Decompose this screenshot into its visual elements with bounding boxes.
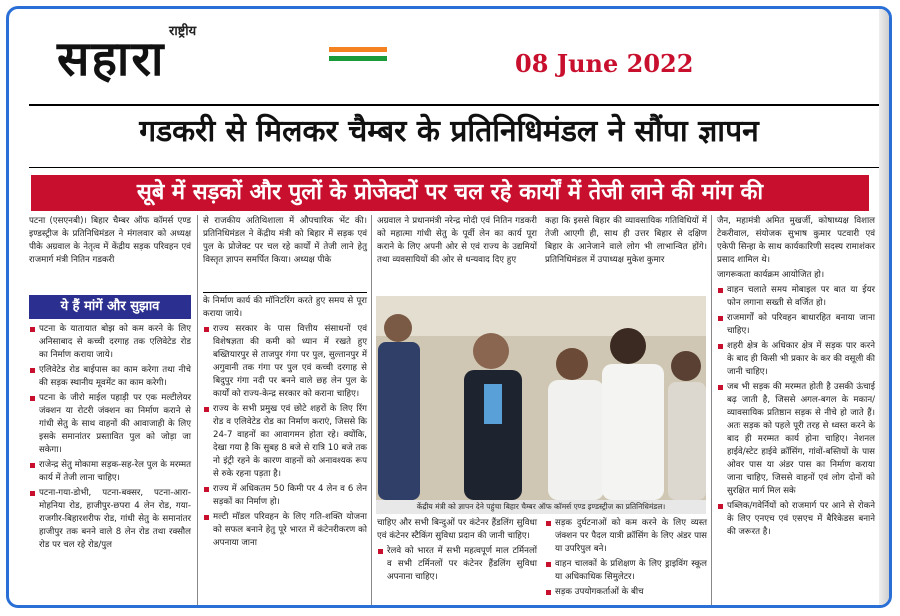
column-4 bbox=[545, 215, 707, 269]
scroll-shadow bbox=[879, 9, 889, 605]
masthead-logo-text: सहारा bbox=[57, 31, 166, 87]
list-item: राज्य सरकार के पास वित्तीय संसाधनों एवं विशेषज्ञता की कमी को ध्यान में रखते हुए बख्तियारपुर से ताजपुर गंगा पर पुल, सुल्तानपुर में अगुवानी तक गंगा पर पुल एवं कच्ची दरगाह से बिदुपुर गंगा नदी पर बनने वाले छह लेन पुल के कार्यों को राज्य-केन्द्र सरकार को कराना चाहिए। bbox=[203, 323, 367, 401]
list-item: एलिवेटेड रोड बाईपास का काम करेगा तथा नीचे की सड़क स्थानीय मूवमेंट का काम करेगी। bbox=[29, 364, 191, 390]
list-item: पब्लिक/गवेर्नियों को राजमार्ग पर आने से रोकने के लिए एनएच एवं एसएच में बैरिकेडस बनाने की जरूरत है। bbox=[717, 500, 875, 539]
news-photo bbox=[376, 296, 706, 500]
masthead-divider bbox=[29, 104, 879, 106]
column-divider bbox=[197, 215, 198, 608]
list-item: रेलवे को भारत में सभी महत्वपूर्ण माल टर्मिनलों व सभी टर्मिनलों पर कंटेनर हैंडलिंग सुविधा अपनाना चाहिए। bbox=[377, 545, 537, 584]
list-item: वाहन चलाते समय मोबाइल पर बात या ईयर फोन लगाना सख्ती से वर्जित हो। bbox=[717, 284, 875, 310]
under-photo-left-text: चाहिए और सभी बिन्दुओं पर कंटेनर हैंडलिंग सुविधा एवं कंटेनर स्टैकिंग सुविधा प्रदान की जानी चाहिए। bbox=[377, 518, 537, 541]
column-2-intro-text: से राजकीय अतिथिशाला में औपचारिक भेंट की। प्रतिनिधिमंडल ने केंद्रीय मंत्री को बिहार में सड़क एवं पुल के प्रोजेक्ट पर चल रहे कार्यों में तेजी लाने हेतु विस्तृत ज्ञापन समर्पित किया। अध्यक्ष पीके bbox=[203, 216, 367, 265]
masthead-small-text: राष्ट्रीय bbox=[169, 24, 197, 39]
page-frame bbox=[6, 6, 892, 608]
group-photo-illustration bbox=[376, 296, 706, 500]
list-item: सड़क दुर्घटनाओं को कम करने के लिए व्यस्त जंक्शन पर पैदल यात्री क्रॉसिंग के लिए अंडर पास या उपरिपुल बने। bbox=[545, 517, 707, 556]
under-photo-right bbox=[545, 517, 707, 601]
list-item: राज्य के सभी प्रमुख एवं छोटे शहरों के लिए रिंग रोड व एलिवेटेड रोड का निर्माण कराएं, जिससे कि 24-7 वाहनों का आवागमन होता रहे। क्योंकि, देखा गया है कि सुबह 8 बजे से रात्रि 10 बजे तक नो इंट्री रहने के कारण वाहनों को अनावश्यक रूप से रुके रहना पड़ता है। bbox=[203, 403, 367, 481]
demands-box-title: ये हैं मांगें और सुझाव bbox=[29, 295, 191, 319]
under-photo-left bbox=[377, 517, 537, 586]
list-item: राजमार्गों को परिवहन बाधारहित बनाया जाना चाहिए। bbox=[717, 312, 875, 338]
list-item: पटना के जीरो माईल पहाड़ी पर एक मल्टीलेयर जंक्शन या रोटरी जंक्शन का निर्माण कराने से गांधी सेतु के साथ वाहनों की आवाजाही के लिए इसके समानांतर प्रस्तावित पुल को जोड़ा जा सकेगा। bbox=[29, 392, 191, 457]
column-2-cont-text: के निर्माण कार्य की मॉनिटरिंग करते हुए समय से पूरा कराया जाये। bbox=[203, 296, 367, 319]
column-5-intro-text: जैन, महामंत्री अमित मुखर्जी, कोषाध्यक्ष विशाल टेकरीवाल, संयोजक सुभाष कुमार पटवारी एवं एकेपी सिन्हा के साथ कार्यकारिणी सदस्य रामाशंकर प्रसाद शामिल थे। bbox=[717, 216, 875, 265]
column-2-divider bbox=[203, 292, 367, 293]
list-item: राजेन्द्र सेतु मोकामा सड़क-सह-रेल पुल के मरम्मत कार्य में तेजी लाना चाहिए। bbox=[29, 459, 191, 485]
column-5-cont-text: जागरूकता कार्यक्रम आयोजित हो। bbox=[717, 270, 825, 280]
list-item: पटना-गया-डोभी, पटना-बक्सर, पटना-आरा-मोहनिया रोड, हाजीपुर-छपरा 4 लेन रोड, गया-राजगीर-बिहारशरीफ रोड, गांधी सेतु के समानांतर हाजीपुर तक बनने वाले 8 लेन रोड तथा रक्सौल रोड पर चल रहे रोड/पुल bbox=[29, 487, 191, 552]
column-divider bbox=[371, 215, 372, 608]
list-item: जब भी सड़क की मरम्मत होती है उसकी ऊंचाई बढ़ जाती है, जिससे अगल-बगल के मकान/ व्यावसायिक प्रतिष्ठान सड़क से नीचे हो जाते हैं। अतः सड़क को पहले पूरी तरह से ध्वस्त करने के बाद ही मरम्मत कार्य होना चाहिए। नेशनल हाईवे/स्टेट हाईवे क्रॉसिंग, गांवों-बस्तियों के पास ओवर पास या अंडर पास का निर्माण कराया जाना चाहिए, जिससे वाहनों एवं लोग दोनों को सुरक्षित मार्ग मिल सके bbox=[717, 381, 875, 498]
list-item: राज्य में अधिकतम 50 किमी पर 4 लेन व 6 लेन सड़कों का निर्माण हो। bbox=[203, 483, 367, 509]
subheadline-banner: सूबे में सड़कों और पुलों के प्रोजेक्टों पर चल रहे कार्यों में तेजी लाने की मांग की bbox=[31, 175, 869, 211]
column-3 bbox=[377, 215, 537, 269]
list-item: शहरी क्षेत्र के अधिकार क्षेत्र में सड़क पार करने के बाद ही किसी भी प्रकार के कर की वसूली की जानी चाहिए। bbox=[717, 340, 875, 379]
list-item: सड़क उपयोगकर्ताओं के बीच bbox=[545, 586, 707, 599]
list-item: पटना के यातायात बोझ को कम करने के लिए अनिसाबाद से कच्ची दरगाह तक एलिवेटेड रोड का निर्माण कराया जाये। bbox=[29, 323, 191, 362]
list-item: मल्टी मॉडल परिवहन के लिए गति-शक्ति योजना को सफल बनाने हेतु पूरे भारत में कंटेनरीकरण को अपनाया जाना bbox=[203, 511, 367, 550]
column-1-intro bbox=[29, 215, 191, 269]
column-4-intro-text: कहा कि इससे बिहार की व्यावसायिक गतिविधियों में तेजी आएगी ही, साथ ही उत्तर बिहार से दक्षिण बिहार के आनेजाने वाले लोग भी लाभान्वित होंगे। प्रतिनिधिमंडल में उपाध्यक्ष मुकेश कुमार bbox=[545, 216, 707, 265]
headline-divider bbox=[29, 167, 879, 168]
column-2-body bbox=[203, 295, 367, 552]
column-3-intro-text: अग्रवाल ने प्रधानमंत्री नरेन्द्र मोदी एवं नितिन गडकरी को महात्मा गांधी सेतु के पूर्वी लेन का कार्य पूरा कराने के लिए अपनी ओर से एवं राज्य के उद्यमियों तथा व्यवसायियों की ओर से धन्यवाद दिए हुए bbox=[377, 216, 537, 265]
publication-date: 08 June 2022 bbox=[515, 49, 694, 78]
column-5 bbox=[717, 215, 875, 541]
photo-caption: केंद्रीय मंत्री को ज्ञापन देने पहुंचा बिहार चैम्बर ऑफ कॉमर्स एण्ड इण्डस्ट्रीज का प्रतिनिधिमंडल। bbox=[376, 500, 706, 514]
column-1-bullets bbox=[29, 323, 191, 554]
flag-stripes-icon bbox=[329, 47, 387, 61]
column-divider bbox=[711, 215, 712, 608]
column-1-intro-text: पटना (एसएनबी)। बिहार चैम्बर ऑफ कॉमर्स एण्ड इण्डस्ट्रीज के प्रतिनिधिमंडल ने मंगलवार को अध्यक्ष पीके अग्रवाल के नेतृत्व में केंद्रीय सड़क परिवहन एवं राजमार्ग मंत्री नितिन गडकरी bbox=[29, 216, 191, 265]
column-2 bbox=[203, 215, 367, 269]
list-item: वाहन चालकों के प्रशिक्षण के लिए ड्राइविंग स्कूल या अधिकाधिक सिमुलेटर। bbox=[545, 558, 707, 584]
headline: गडकरी से मिलकर चैम्बर के प्रतिनिधिमंडल ने सौंपा ज्ञापन bbox=[139, 114, 759, 149]
